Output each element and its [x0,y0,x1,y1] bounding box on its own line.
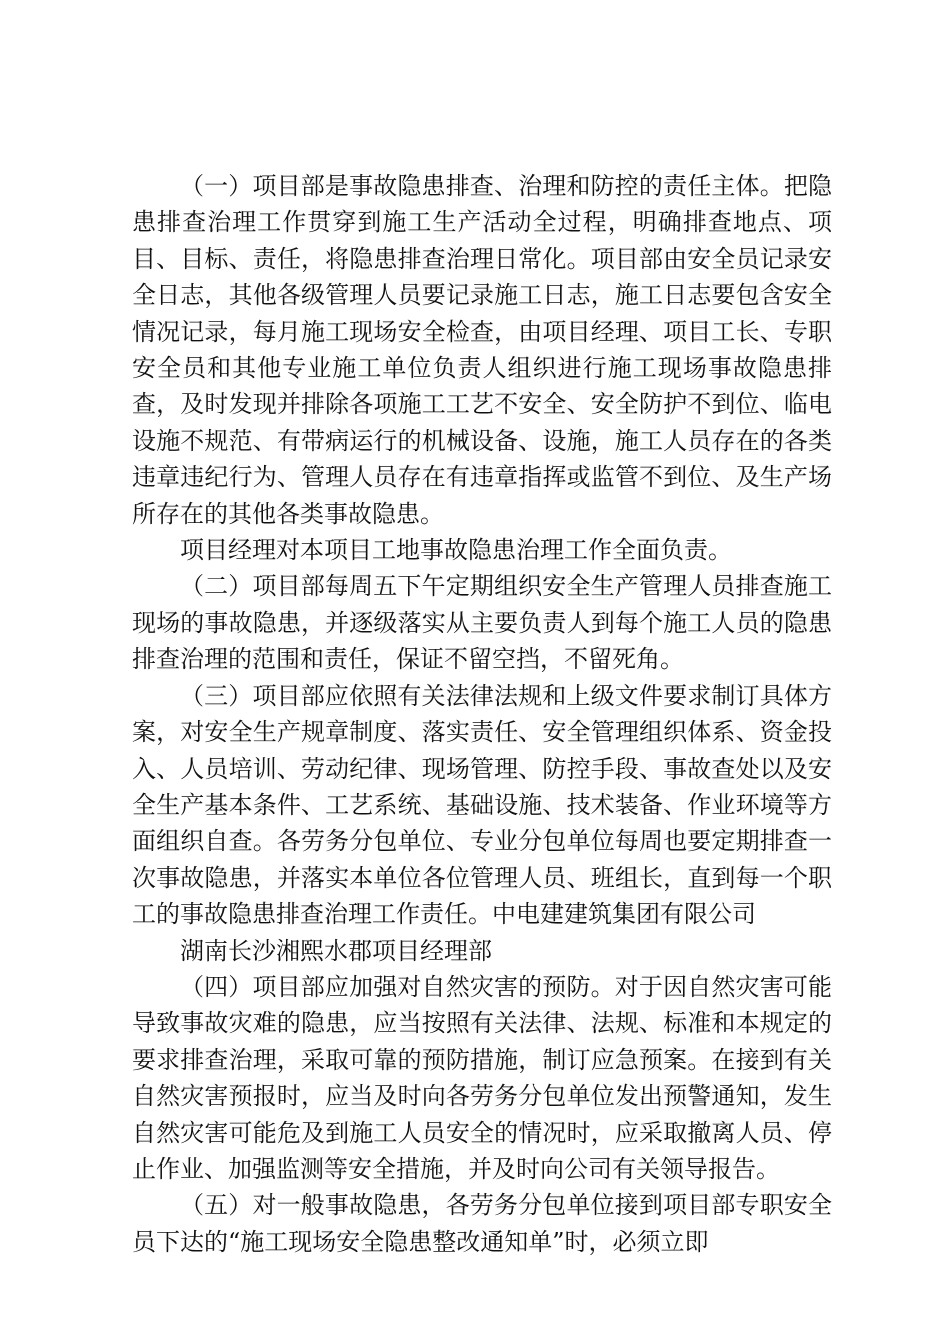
paragraph-4: （三）项目部应依照有关法律法规和上级文件要求制订具体方案，对安全生产规章制度、落实责任、安全管理组织体系、资金投入、人员培训、劳动纪律、现场管理、防控手段、事故查处以及安全生产基本条件、工艺系统、基础设施、技术装备、作业环境等方面组织自查。各劳务分包单位、专业分包单位每周也要定期排查一次事故隐患，并落实本单位各位管理人员、班组长，直到每一个职工的事故隐患排查治理工作责任。中电建建筑集团有限公司 [132,681,832,929]
paragraph-7: （五）对一般事故隐患，各劳务分包单位接到项目部专职安全员下达的“施工现场安全隐患整改通知单”时，必须立即 [132,1191,832,1256]
paragraph-5: 湖南长沙湘熙水郡项目经理部 [180,936,492,965]
paragraph-3: （二）项目部每周五下午定期组织安全生产管理人员排查施工现场的事故隐患，并逐级落实从主要负责人到每个施工人员的隐患排查治理的范围和责任，保证不留空挡，不留死角。 [132,572,832,674]
document-body [132,168,832,1260]
paragraph-2: 项目经理对本项目工地事故隐患治理工作全面负责。 [180,536,732,565]
paragraph-6: （四）项目部应加强对自然灾害的预防。对于因自然灾害可能导致事故灾难的隐患，应当按照有关法律、法规、标准和本规定的要求排查治理，采取可靠的预防措施，制订应急预案。在接到有关自然灾害预报时，应当及时向各劳务分包单位发出预警通知，发生自然灾害可能危及到施工人员安全的情况时，应采取撤离人员、停止作业、加强监测等安全措施，并及时向公司有关领导报告。 [132,972,832,1183]
paragraph-1: （一）项目部是事故隐患排查、治理和防控的责任主体。把隐患排查治理工作贯穿到施工生产活动全过程，明确排查地点、项目、目标、责任，将隐患排查治理日常化。项目部由安全员记录安全日志，其他各级管理人员要记录施工日志，施工日志要包含安全情况记录，每月施工现场安全检查，由项目经理、项目工长、专职安全员和其他专业施工单位负责人组织进行施工现场事故隐患排查，及时发现并排除各项施工工艺不安全、安全防护不到位、临电设施不规范、有带病运行的机械设备、设施，施工人员存在的各类违章违纪行为、管理人员存在有违章指挥或监管不到位、及生产场所存在的其他各类事故隐患。 [132,172,832,528]
